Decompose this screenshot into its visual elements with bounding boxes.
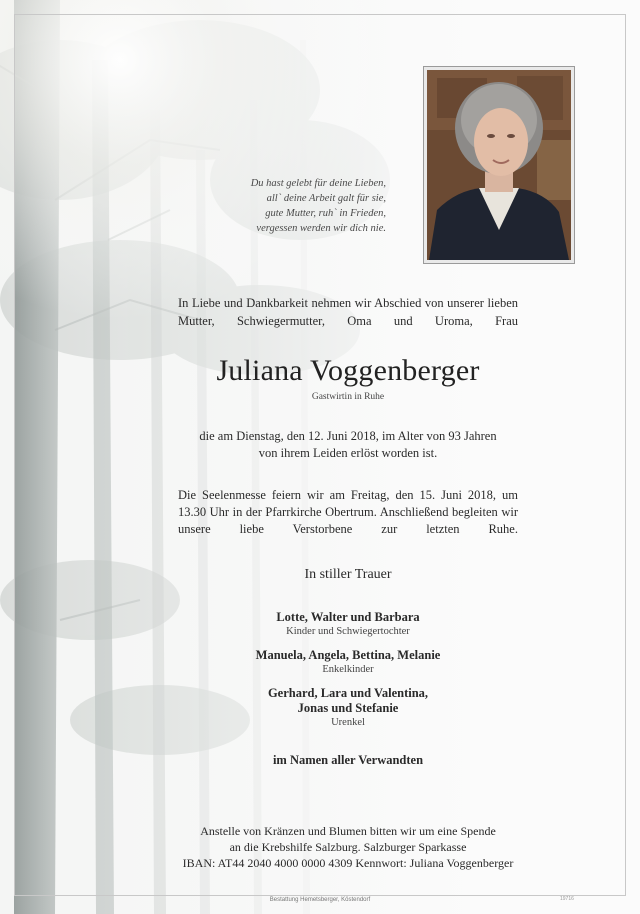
mourner-names: Gerhard, Lara und Valentina,	[267, 686, 429, 700]
intro-text: In Liebe und Dankbarkeit nehmen wir Abschied von unserer lieben Mutter, Schwiegermutter, Oma und Uroma, Frau	[178, 296, 518, 328]
deceased-occupation: Gastwirtin in Ruhe	[311, 392, 385, 402]
donation-iban: IBAN: AT44 2040 4000 0000 4309 Kennwort: Juliana Voggenberger	[182, 856, 514, 870]
poem	[226, 176, 386, 236]
mourner-relation: Enkelkinder	[322, 664, 374, 675]
donation-request	[130, 823, 566, 871]
mass-announcement: Die Seelenmesse feiern wir am Freitag, den 15. Juni 2018, um 13.30 Uhr in der Pfarrkirche Obertrum. Anschließend begleiten wir unsere liebe Verstorbene zur letzten Ruhe.	[178, 488, 518, 536]
mourner-names: Jonas und Stefanie	[297, 701, 399, 715]
mourner-group	[130, 648, 566, 676]
mourner-group	[130, 610, 566, 638]
poem-line: gute Mutter, ruh` in Frieden,	[265, 208, 386, 219]
donation-line: an die Krebshilfe Salzburg. Salzburger Sparkasse	[229, 840, 467, 854]
poem-line: vergessen werden wir dich nie.	[256, 223, 386, 234]
death-notice	[130, 428, 566, 462]
mourners-list	[130, 610, 566, 739]
death-line: die am Dienstag, den 12. Juni 2018, im Alter von 93 Jahren	[199, 429, 497, 443]
donation-line: Anstelle von Kränzen und Blumen bitten wir um eine Spende	[200, 824, 496, 838]
relatives-line: im Namen aller Verwandten	[272, 753, 424, 767]
mourner-names: Lotte, Walter und Barbara	[276, 610, 420, 624]
document-code: 19716	[560, 896, 574, 902]
poem-line: all` deine Arbeit galt für sie,	[266, 193, 386, 204]
mourner-relation: Kinder und Schwiegertochter	[286, 626, 410, 637]
mourner-group	[130, 686, 566, 729]
mourner-relation: Urenkel	[331, 717, 365, 728]
death-line: von ihrem Leiden erlöst worden ist.	[258, 446, 438, 460]
deceased-name: Juliana Voggenberger	[216, 354, 480, 387]
portrait-photo	[423, 66, 575, 264]
portrait-image	[427, 70, 571, 260]
mourning-heading: In stiller Trauer	[304, 567, 392, 582]
poem-line: Du hast gelebt für deine Lieben,	[250, 178, 386, 189]
funeral-home-credit: Bestattung Hemetsberger, Köstendorf	[269, 897, 371, 903]
mourner-names: Manuela, Angela, Bettina, Melanie	[255, 648, 441, 662]
